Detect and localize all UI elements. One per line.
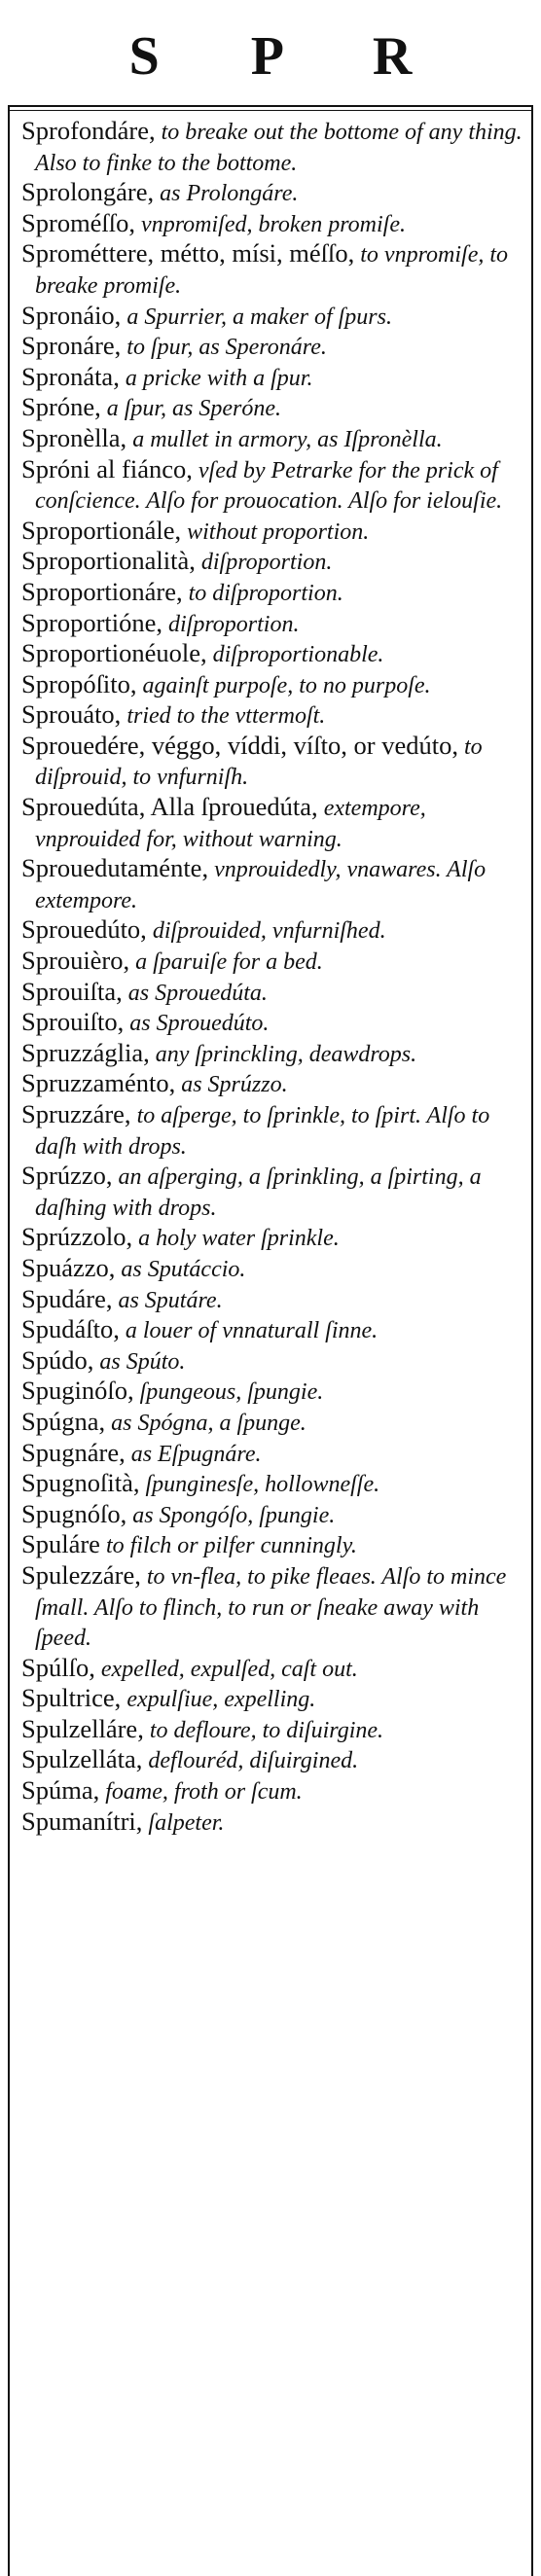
dictionary-entry <box>21 1285 525 1316</box>
headword: Spúma, <box>21 1775 100 1806</box>
headword: Sprolongáre, <box>21 177 155 207</box>
dictionary-entry <box>21 1500 525 1531</box>
dictionary-entry <box>21 1100 525 1162</box>
headword: Spulzelláta, <box>21 1744 143 1774</box>
headword: Sproportionalità, <box>21 546 196 576</box>
dictionary-entry <box>21 1069 525 1100</box>
definition: as Eſpugnáre. <box>125 1441 262 1467</box>
dictionary-entry <box>21 455 525 517</box>
left-rule <box>8 107 10 2576</box>
definition: a louer of vnnaturall ſinne. <box>119 1318 379 1344</box>
headword: Sprouedúto, <box>21 914 147 945</box>
definition: a pricke with a ſpur. <box>119 365 313 391</box>
headword: Spugnáre, <box>21 1437 126 1467</box>
headword: Spudáre, <box>21 1283 113 1313</box>
dictionary-entry <box>21 393 525 424</box>
definition: an aſperging, a ſprinkling, a ſpirting, a daſhing with drops. <box>35 1164 482 1221</box>
dictionary-entry <box>21 1254 525 1285</box>
dictionary-entry <box>21 1377 525 1408</box>
definition: a mullet in armory, as Iſpronèlla. <box>126 426 443 452</box>
headword: Spudáſto, <box>21 1314 120 1344</box>
definition: to ſpur, as Speronáre. <box>121 335 327 361</box>
headword: Spulzelláre, <box>21 1713 144 1743</box>
definition: foame, froth or ſcum. <box>99 1779 303 1806</box>
dictionary-entry <box>21 1654 525 1685</box>
headword: Spugnóſo, <box>21 1498 127 1528</box>
definition: to vnpromiſe, to breake promiſe. <box>35 242 509 299</box>
headword: Spuláre <box>21 1529 100 1559</box>
headword: Sproméſſo, <box>21 207 136 237</box>
dictionary-entry <box>21 915 525 947</box>
headword: Spulezzáre, <box>21 1559 141 1590</box>
dictionary-entry <box>21 1315 525 1346</box>
right-rule <box>531 107 533 2576</box>
definition: to vn-flea, to pike fleaes. Alſo to mince ſmall. Alſo to flinch, to run or ſneake away with ſpeed. <box>35 1563 507 1652</box>
headword: Spronáta, <box>21 361 120 391</box>
dictionary-entry <box>21 1684 525 1715</box>
dictionary-entry <box>21 947 525 978</box>
definition: as Sputáre. <box>112 1287 223 1313</box>
headword: Sprouiſta, <box>21 976 123 1006</box>
top-rule-inner <box>8 110 533 111</box>
dictionary-entry <box>21 1162 525 1223</box>
definition: diſproportion. <box>162 611 300 637</box>
dictionary-entry <box>21 1439 525 1470</box>
dictionary-entry <box>21 700 525 732</box>
dictionary-entry <box>21 1745 525 1776</box>
headword: Spróni al fiánco, <box>21 453 193 483</box>
definition: as Spúto. <box>93 1348 186 1375</box>
definition: vnprouidedly, vnawares. Alſo extempore. <box>35 857 487 913</box>
definition: vſed by Petrarke for the prick of conſcience. Alſo for prouocation. Alſo for ielouſie. <box>35 457 503 515</box>
headword: Sprúzzolo, <box>21 1222 133 1252</box>
headword: Sprométtere, métto, mísi, méſſo, <box>21 238 355 268</box>
dictionary-entry <box>21 1223 525 1254</box>
headword: Sprouedúta, Alla ſprouedúta, <box>21 792 318 822</box>
dictionary-entry <box>21 117 525 178</box>
headword: Spruzzáglia, <box>21 1037 150 1067</box>
headword: Sprouiſto, <box>21 1007 125 1037</box>
dictionary-entry <box>21 1715 525 1746</box>
headword: Sproportionále, <box>21 515 182 545</box>
dictionary-entry <box>21 517 525 548</box>
headword: Sprúzzo, <box>21 1161 113 1191</box>
definition: to diſproportion. <box>182 580 343 606</box>
dictionary-entry <box>21 609 525 640</box>
definition: without proportion. <box>181 519 370 545</box>
definition: vnpromiſed, broken promiſe. <box>135 211 406 237</box>
definition: any ſprinckling, deawdrops. <box>149 1041 417 1067</box>
definition: to filch or pilfer cunningly. <box>99 1533 357 1559</box>
headword: Spúlſo, <box>21 1652 95 1682</box>
dictionary-page <box>8 0 533 2576</box>
definition: extempore, vnprouided for, without warning. <box>35 796 426 852</box>
dictionary-entry <box>21 239 525 301</box>
headword: Sprouáto, <box>21 699 122 730</box>
definition: as Sprouedúta. <box>122 980 268 1006</box>
dictionary-entry <box>21 209 525 240</box>
dictionary-entry <box>21 732 525 793</box>
definition: diſproportionable. <box>206 642 384 668</box>
headword: Sprouedére, véggo, víddi, víſto, or vedúto, <box>21 730 458 760</box>
headword: Spropóſito, <box>21 668 137 698</box>
definition: deflouréd, diſuirgined. <box>142 1748 359 1774</box>
dictionary-entry <box>21 302 525 333</box>
dictionary-entry <box>21 424 525 455</box>
definition: a ſpur, as Speróne. <box>100 396 282 422</box>
definition: expelled, expulſed, caſt out. <box>94 1656 358 1682</box>
dictionary-entry <box>21 1408 525 1439</box>
definition: to defloure, to diſuirgine. <box>143 1717 384 1743</box>
dictionary-entry <box>21 1469 525 1500</box>
headword: Sproportionéuole, <box>21 638 207 668</box>
definition: diſprouided, vnfurniſhed. <box>146 918 386 945</box>
entry-list <box>21 117 525 1838</box>
dictionary-entry <box>21 578 525 609</box>
dictionary-entry <box>21 1008 525 1039</box>
definition: to breake out the bottome of any thing. Also to finke to the bottome. <box>35 120 523 176</box>
headword: Spuginóſo, <box>21 1376 134 1406</box>
dictionary-entry <box>21 854 525 915</box>
definition: as Spongóſo, ſpungie. <box>126 1502 336 1528</box>
page-header: S P R <box>128 26 451 87</box>
dictionary-entry <box>21 670 525 701</box>
top-rule <box>8 105 533 107</box>
dictionary-entry <box>21 1346 525 1377</box>
dictionary-entry <box>21 363 525 394</box>
headword: Sproportióne, <box>21 607 162 637</box>
definition: a holy water ſprinkle. <box>132 1226 340 1252</box>
dictionary-entry <box>21 639 525 670</box>
dictionary-entry <box>21 1807 525 1839</box>
headword: Sproportionáre, <box>21 576 183 606</box>
definition: ſalpeter. <box>142 1809 225 1836</box>
definition: againſt purpoſe, to no purpoſe. <box>136 672 431 698</box>
definition: as Sputáccio. <box>115 1256 246 1282</box>
dictionary-entry <box>21 1561 525 1654</box>
definition: tried to the vttermoſt. <box>121 703 326 730</box>
headword: Spruzzaménto, <box>21 1068 176 1098</box>
definition: as Prolongáre. <box>154 181 299 207</box>
dictionary-entry <box>21 1776 525 1807</box>
dictionary-entry <box>21 332 525 363</box>
headword: Spruzzáre, <box>21 1099 131 1128</box>
dictionary-entry <box>21 978 525 1009</box>
definition: as Sprúzzo. <box>175 1072 288 1098</box>
dictionary-entry <box>21 1039 525 1070</box>
definition: diſproportion. <box>195 550 333 576</box>
headword: Sprouedutaménte, <box>21 853 209 883</box>
headword: Sprofondáre, <box>21 116 156 145</box>
headword: Spúgna, <box>21 1406 106 1436</box>
headword: Spugnoſità, <box>21 1468 140 1498</box>
definition: expulſiue, expelling. <box>121 1687 316 1713</box>
headword: Spultrice, <box>21 1683 122 1713</box>
headword: Spúdo, <box>21 1344 94 1375</box>
headword: Sprouièro, <box>21 946 130 976</box>
dictionary-entry <box>21 547 525 578</box>
headword: Spronáre, <box>21 331 122 361</box>
definition: as Sprouedúto. <box>124 1011 270 1037</box>
headword: Spróne, <box>21 392 101 422</box>
definition: a ſparuiſe for a bed. <box>129 949 323 976</box>
dictionary-entry <box>21 178 525 209</box>
headword: Spuázzo, <box>21 1252 116 1282</box>
headword: Spronáio, <box>21 300 122 330</box>
definition: as Spógna, a ſpunge. <box>105 1410 307 1436</box>
dictionary-entry <box>21 1530 525 1561</box>
dictionary-entry <box>21 793 525 854</box>
definition: to aſperge, to ſprinkle, to ſpirt. Alſo to daſh with drops. <box>35 1103 490 1160</box>
definition: a Spurrier, a maker of ſpurs. <box>121 304 392 330</box>
headword: Spronèlla, <box>21 422 127 452</box>
definition: ſpungeous, ſpungie. <box>133 1379 324 1406</box>
definition: ſpunginesſe, hollowneſſe. <box>139 1472 380 1498</box>
definition: to diſprouid, to vnfurniſh. <box>35 733 483 791</box>
headword: Spumanítri, <box>21 1806 143 1836</box>
